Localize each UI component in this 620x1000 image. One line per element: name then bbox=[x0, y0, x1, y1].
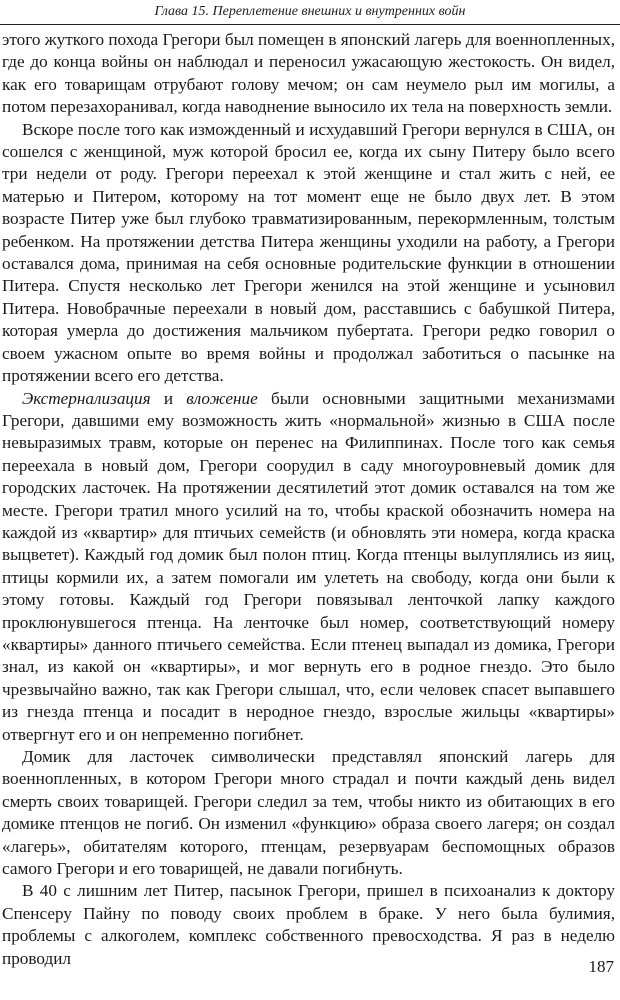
header-rule bbox=[0, 24, 620, 25]
paragraph-5: В 40 с лишним лет Питер, пасынок Грегори, пришел в психоанализ к доктору Спенсеру Пайну по поводу своих проблем в браке. У него была булимия, проблемы с алкоголем, комплекс собственного превосходства. Я раз в неделю проводил bbox=[2, 881, 615, 968]
term-externalization: Экстернализация bbox=[22, 388, 151, 408]
paragraph-3-connector: и bbox=[150, 388, 187, 408]
running-head: Глава 15. Переплетение внешних и внутренних войн bbox=[154, 4, 466, 19]
body-text bbox=[2, 29, 615, 970]
paragraph-4: Домик для ласточек символически представлял японский лагерь для военнопленных, в котором Грегори много страдал и почти каждый день видел смерть своих товарищей. Грегори следил за тем, чтобы никто из обитающих в его домике птенцов не погиб. Он изменил «функцию» образа своего лагеря; он создал «лагерь», обитателям которого, птенцам, резервуарам беспомощных образов самого Грегори и его товарищей, не давали погибнуть. bbox=[2, 747, 615, 879]
paragraph-1: этого жуткого похода Грегори был помещен в японский лагерь для военнопленных, где до конца войны он наблюдал и переносил ужасающую жестокость. Он видел, как его товарищам отрубают голову мечом; он сам неумело рыл им могилы, а потом перезахоранивал, когда наводнение выносило их тела на поверхность земли. bbox=[2, 30, 615, 117]
page-number: 187 bbox=[588, 957, 614, 976]
paragraph-2: Вскоре после того как изможденный и исхудавший Грегори вернулся в США, он сошелся с женщиной, муж которой бросил ее, когда их сыну Питеру было всего три недели от роду. Грегори переехал к этой женщине и стал жить с ней, ее матерью и Питером, которому на тот момент еще не было двух лет. В этом возрасте Питер уже был глубоко травматизированным, перекормленным, толстым ребенком. На протяжении детства Питера женщины уходили на работу, а Грегори оставался дома, принимая на себя основные родительские функции в отношении Питера. Спустя несколько лет Грегори женился на этой женщине и усыновил Питера. Новобрачные переехали в новый дом, расставшись с бабушкой Питера, которая умерла до достижения мальчиком пубертата. Грегори редко говорил о своем ужасном опыте во время войны и продолжал заботиться о пасынке на протяжении всего его детства. bbox=[2, 119, 615, 386]
term-investment: вложение bbox=[186, 388, 258, 408]
paragraph-3 bbox=[2, 388, 615, 747]
paragraph-3-body: были основными защитными механизмами Грегори, давшими ему возможность жить «нормальной» жизнью в США после невыразимых травм, которые он перенес на Филиппинах. После того как семья переехала в новый дом, Грегори соорудил в саду многоуровневый домик для городских ласточек. На протяжении десятилетий этот домик оставался на том же месте. Грегори тратил много усилий на то, чтобы краской обозначить номера на каждой из «квартир» для птичьих семейств (и обновлять эти номера, когда краска выцветет). Каждый год домик был полон птиц. Когда птенцы вылуплялись из яиц, птицы кормили их, а затем помогали им улететь на свободу, когда они были к этому готовы. Каждый год Грегори повязывал ленточкой лапку каждого проклюнувшегося птенца. На ленточке был номер, соответствующий номеру «квартиры» данного птичьего семейства. Если птенец выпадал из домика, Грегори знал, из какой он «квартиры», и мог вернуть его в родное гнездо. Это было чрезвычайно важно, так как Грегори слышал, что, если человек спасет выпавшего из гнезда птенца и посадит в неродное гнездо, взрослые жильцы «квартиры» отвергнут его и он непременно погибнет. bbox=[2, 388, 615, 744]
